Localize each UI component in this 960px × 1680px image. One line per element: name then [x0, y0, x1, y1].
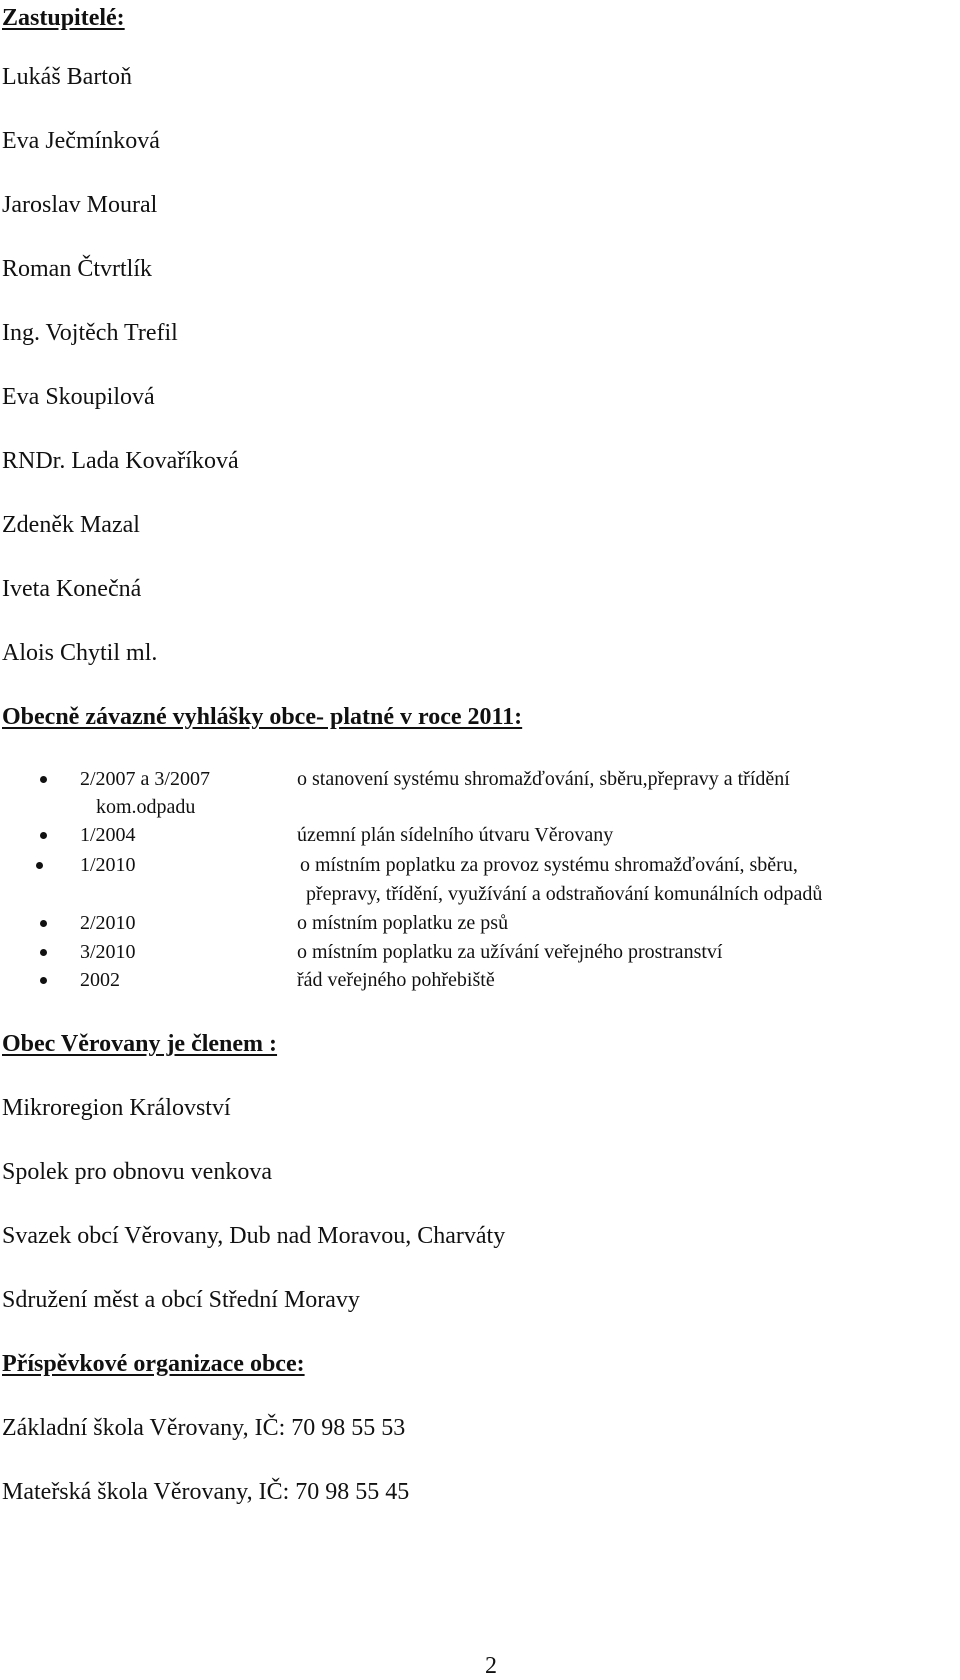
bullet-icon — [40, 977, 47, 984]
organization-item: Mateřská škola Věrovany, IČ: 70 98 55 45 — [2, 1479, 410, 1505]
representative-name: RNDr. Lada Kovaříková — [2, 448, 239, 474]
ordinance-code: 2/2007 a 3/2007 — [80, 768, 210, 790]
organizations-heading: Příspěvkové organizace obce: — [2, 1351, 305, 1377]
bullet-icon — [40, 776, 47, 783]
ordinance-code: 2002 — [80, 969, 120, 991]
membership-item: Spolek pro obnovu venkova — [2, 1159, 272, 1185]
bullet-icon — [40, 832, 47, 839]
ordinance-desc: o místním poplatku za provoz systému shromažďování, sběru, — [300, 854, 798, 876]
representative-name: Roman Čtvrtlík — [2, 256, 152, 282]
ordinance-desc: řád veřejného pohřebiště — [297, 969, 495, 991]
ordinance-desc: o stanovení systému shromažďování, sběru,přepravy a třídění — [297, 768, 790, 790]
page-number: 2 — [485, 1653, 497, 1679]
representative-name: Jaroslav Moural — [2, 192, 158, 218]
representative-name: Lukáš Bartoň — [2, 64, 132, 90]
representative-name: Alois Chytil ml. — [2, 640, 158, 666]
ordinance-desc: územní plán sídelního útvaru Věrovany — [297, 824, 614, 846]
representative-name: Eva Skoupilová — [2, 384, 155, 410]
representatives-heading: Zastupitelé: — [2, 5, 125, 31]
membership-item: Mikroregion Království — [2, 1095, 231, 1121]
ordinance-desc-continuation: kom.odpadu — [96, 796, 196, 818]
ordinance-desc-continuation: přepravy, třídění, využívání a odstraňování komunálních odpadů — [306, 883, 823, 905]
bullet-icon — [40, 949, 47, 956]
ordinances-heading: Obecně závazné vyhlášky obce- platné v roce 2011: — [2, 704, 523, 730]
representative-name: Iveta Konečná — [2, 576, 142, 602]
membership-item: Sdružení měst a obcí Střední Moravy — [2, 1287, 360, 1313]
bullet-icon — [36, 862, 43, 869]
bullet-icon — [40, 920, 47, 927]
ordinance-desc: o místním poplatku ze psů — [297, 912, 509, 934]
representative-name: Ing. Vojtěch Trefil — [2, 320, 178, 346]
ordinance-code: 3/2010 — [80, 941, 136, 963]
memberships-heading: Obec Věrovany je členem : — [2, 1031, 278, 1057]
organization-item: Základní škola Věrovany, IČ: 70 98 55 53 — [2, 1415, 406, 1441]
ordinance-desc: o místním poplatku za užívání veřejného prostranství — [297, 941, 723, 963]
ordinance-code: 2/2010 — [80, 912, 136, 934]
ordinance-code: 1/2004 — [80, 824, 136, 846]
membership-item: Svazek obcí Věrovany, Dub nad Moravou, Charváty — [2, 1223, 506, 1249]
representative-name: Eva Ječmínková — [2, 128, 160, 154]
ordinance-code: 1/2010 — [80, 854, 136, 876]
representative-name: Zdeněk Mazal — [2, 512, 140, 538]
